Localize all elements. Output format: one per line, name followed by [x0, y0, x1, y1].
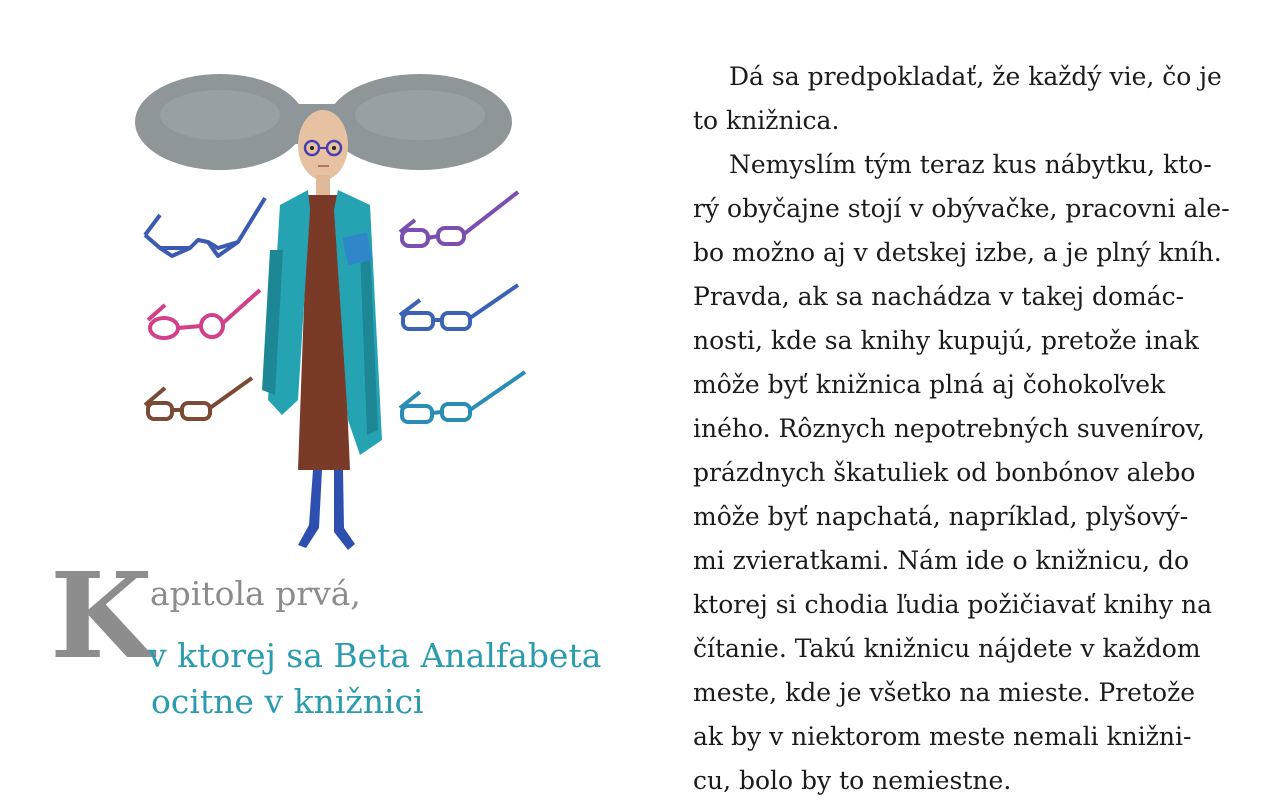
- text-line: to knižnica.: [693, 106, 840, 135]
- glasses-icon: [400, 372, 525, 422]
- text-line: môže byť knižnica plná aj čohokoľvek: [693, 370, 1166, 399]
- glasses-icon: [145, 198, 265, 256]
- body-text: [693, 55, 1233, 803]
- chapter-title-line-2: v ktorej sa Beta Analfabeta: [148, 636, 602, 675]
- text-line: Nemyslím tým teraz kus nábytku, kto-: [729, 150, 1212, 179]
- text-line: Dá sa predpokladať, že každý vie, čo je: [729, 62, 1222, 91]
- glasses-icon: [145, 378, 252, 419]
- text-line: rý obyčajne stojí v obývačke, pracovni ale-: [693, 194, 1230, 223]
- glasses-icon: [400, 192, 518, 246]
- text-line: Pravda, ak sa nachádza v takej domác-: [693, 282, 1185, 311]
- text-line: ktorej si chodia ľudia požičiavať knihy na: [693, 590, 1212, 619]
- glasses-icon: [400, 285, 518, 329]
- paragraph: [693, 143, 1233, 803]
- text-line: nosti, kde sa knihy kupujú, pretože inak: [693, 326, 1199, 355]
- neck: [316, 175, 330, 197]
- text-line: iného. Rôznych nepotrebných suvenírov,: [693, 414, 1205, 443]
- text-line: mi zvieratkami. Nám ide o knižnicu, do: [693, 546, 1190, 575]
- woman-with-glasses-illustration: [120, 70, 560, 570]
- text-line: prázdnych škatuliek od bonbónov alebo: [693, 458, 1196, 487]
- text-line: ak by v niektorom meste nemali knižni-: [693, 722, 1192, 751]
- chapter-title-line-3: ocitne v knižnici: [151, 682, 424, 721]
- legs: [298, 470, 355, 550]
- text-line: cu, bolo by to nemiestne.: [693, 766, 1012, 795]
- text-line: meste, kde je všetko na mieste. Pretože: [693, 678, 1196, 707]
- drop-cap: K: [50, 546, 153, 685]
- chapter-title-line-1: apitola prvá,: [150, 574, 361, 613]
- text-line: bo možno aj v detskej izbe, a je plný kníh.: [693, 238, 1222, 267]
- glasses-icon: [148, 290, 260, 338]
- text-line: čítanie. Takú knižnicu nájdete v každom: [693, 634, 1201, 663]
- paragraph: [693, 55, 1233, 143]
- chapter-heading: [50, 546, 650, 735]
- text-line: môže byť napchatá, napríklad, plyšový-: [693, 502, 1189, 531]
- face: [298, 110, 348, 180]
